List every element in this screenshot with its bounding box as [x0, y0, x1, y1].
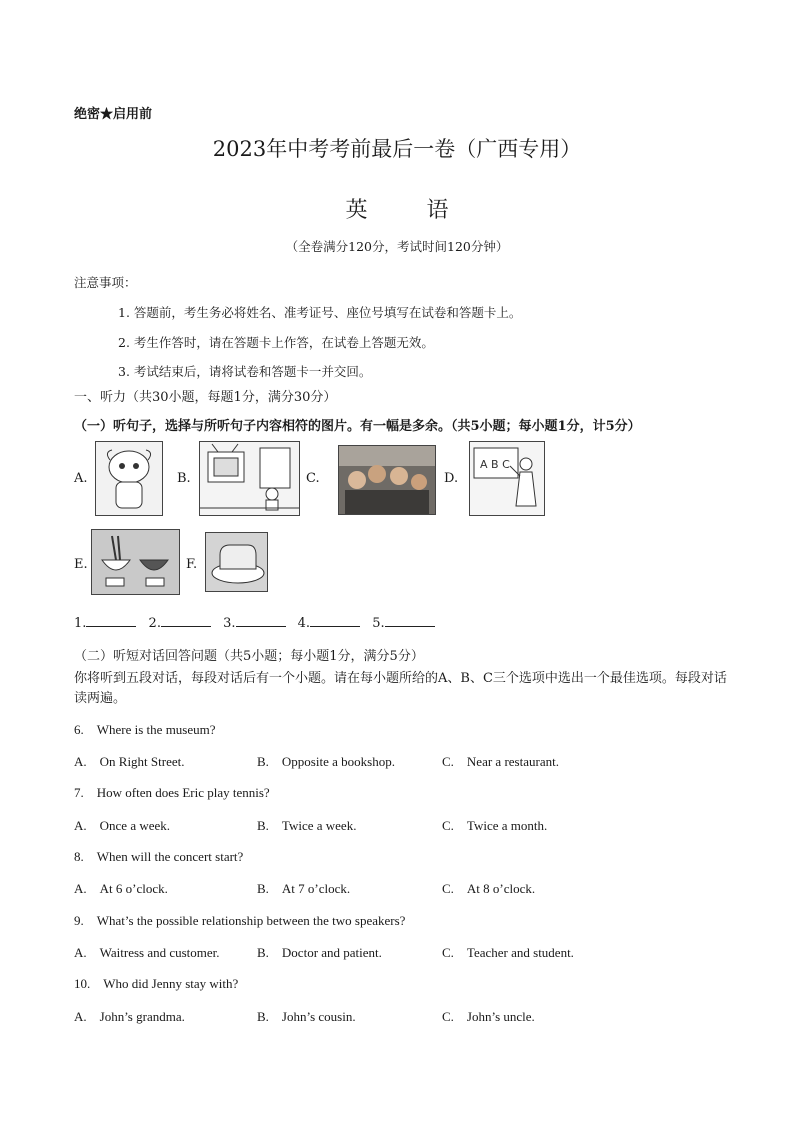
answer-blank[interactable]: [310, 613, 360, 627]
option-b[interactable]: B. Twice a week.: [257, 818, 357, 833]
picture-label: E.: [74, 557, 88, 572]
children-group-picture: [338, 445, 436, 515]
picture-label: B.: [177, 471, 191, 486]
part2-instruction: 你将听到五段对话，每段对话后有一个小题。请在每小题所给的A、B、C三个选项中选出一个最佳选项。每段对话读两遍。: [74, 671, 727, 706]
answer-blank[interactable]: [161, 613, 211, 627]
notice-item: 3. 考试结束后，请将试卷和答题卡一并交回。: [118, 364, 372, 379]
picture-label: C.: [306, 471, 320, 486]
blank-number: 1.: [74, 616, 87, 631]
answer-blanks: [74, 613, 443, 631]
option-b[interactable]: B. John’s cousin.: [257, 1009, 356, 1024]
question-text: 7. How often does Eric play tennis?: [74, 785, 270, 800]
option-c[interactable]: C. At 8 o’clock.: [442, 881, 536, 896]
option-c[interactable]: C. Teacher and student.: [442, 945, 574, 960]
bread-plate-picture: [205, 532, 268, 592]
blank-number: 4.: [297, 616, 311, 631]
option-c[interactable]: C. John’s uncle.: [442, 1009, 535, 1024]
teacher-blackboard-picture: [469, 441, 545, 516]
picture-label: D.: [444, 471, 459, 486]
option-a[interactable]: A. Once a week.: [74, 818, 171, 833]
option-a[interactable]: A. John’s grandma.: [74, 1009, 185, 1024]
blank-number: 2.: [148, 616, 161, 631]
question-text: 8. When will the concert start?: [74, 849, 244, 864]
sheep-cartoon-picture: [95, 441, 163, 516]
tv-room-picture: [199, 441, 300, 516]
option-a[interactable]: A. On Right Street.: [74, 754, 185, 769]
answer-blank[interactable]: [236, 613, 286, 627]
notice-item: 2. 考生作答时，请在答题卡上作答，在试卷上答题无效。: [118, 335, 434, 350]
answer-blank[interactable]: [86, 613, 136, 627]
option-c[interactable]: C. Near a restaurant.: [442, 754, 559, 769]
question-text: 9. What’s the possible relationship between the two speakers?: [74, 913, 406, 928]
section-heading: 一、听力（共30小题，每题1分，满分30分）: [74, 390, 337, 405]
exam-title: 2023年中考考前最后一卷（广西专用）: [212, 137, 582, 161]
option-a[interactable]: A. Waitress and customer.: [74, 945, 220, 960]
bowls-chopsticks-picture: [91, 529, 180, 595]
option-c[interactable]: C. Twice a month.: [442, 818, 548, 833]
notice-item: 1. 答题前，考生务必将姓名、准考证号、座位号填写在试卷和答题卡上。: [118, 305, 522, 320]
answer-blank[interactable]: [385, 613, 435, 627]
picture-label: A.: [74, 471, 88, 486]
subject-title: 英 语: [345, 198, 475, 223]
option-b[interactable]: B. Doctor and patient.: [257, 945, 382, 960]
picture-label: F.: [186, 557, 198, 572]
part2-heading: （二）听短对话回答问题（共5小题；每小题1分，满分5分）: [74, 649, 424, 664]
exam-info: （全卷满分120分，考试时间120分钟）: [285, 239, 509, 254]
option-a[interactable]: A. At 6 o’clock.: [74, 881, 168, 896]
question-text: 6. Where is the museum?: [74, 722, 216, 737]
question-text: 10. Who did Jenny stay with?: [74, 976, 239, 991]
secret-label: 绝密★启用前: [74, 107, 153, 122]
part1-heading: （一）听句子，选择与所听句子内容相符的图片。有一幅是多余。（共5小题；每小题1分，计5分）: [74, 419, 641, 434]
notice-heading: 注意事项：: [74, 275, 137, 290]
blank-number: 5.: [372, 616, 385, 631]
svg-text:A B C: A B C: [480, 458, 510, 471]
option-b[interactable]: B. Opposite a bookshop.: [257, 754, 395, 769]
option-b[interactable]: B. At 7 o’clock.: [257, 881, 351, 896]
blank-number: 3.: [223, 616, 236, 631]
